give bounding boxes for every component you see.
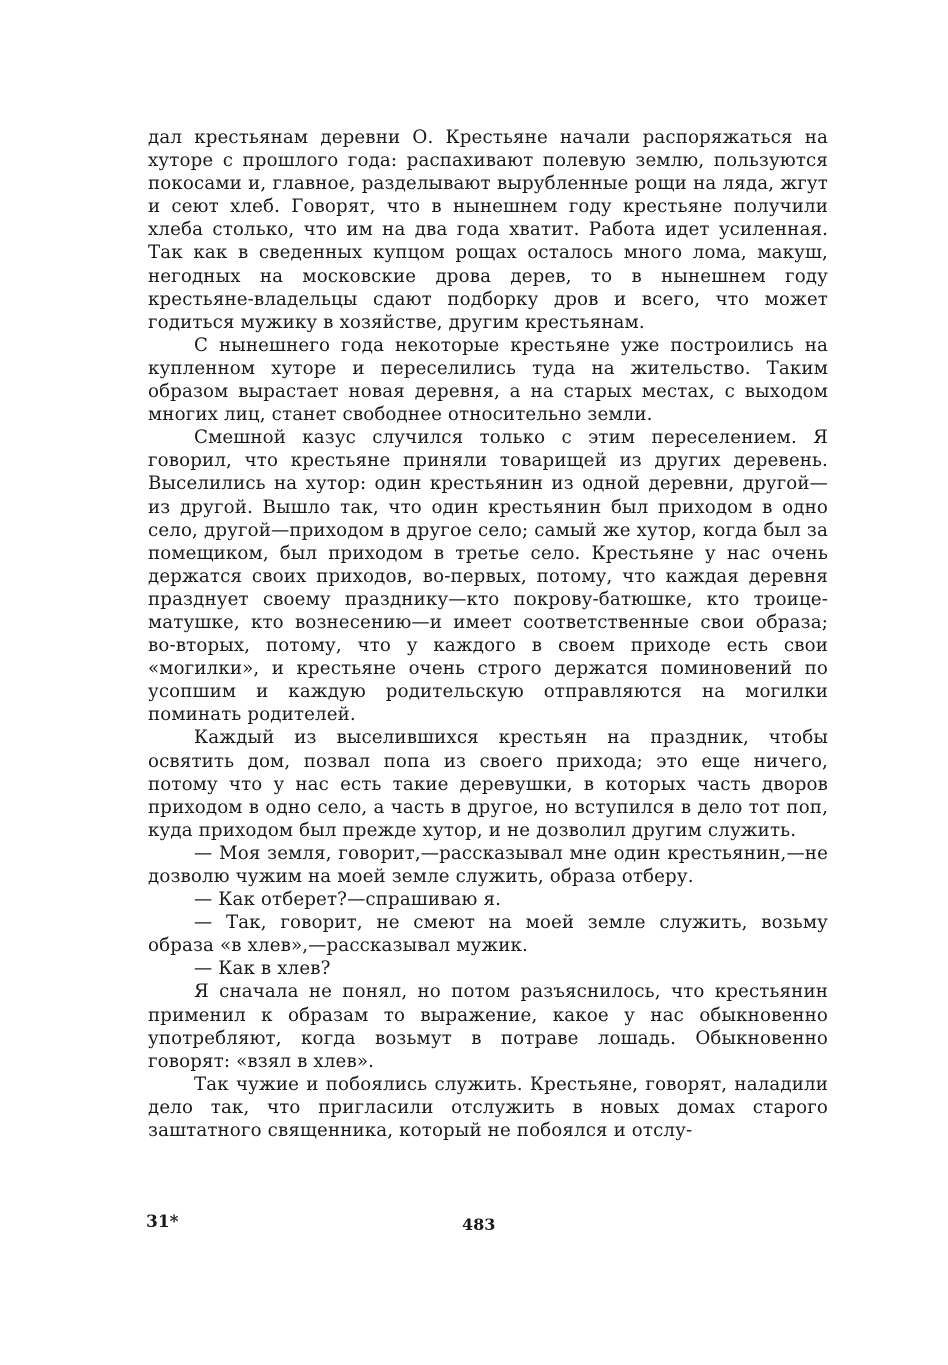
paragraph: Смешной казус случился только с этим переселением. Я говорил, что крестьяне приняли товарищей из других деревень. Выселились на хутор: один крестьянин из одной деревни, другой—из другой. Вышло так, что один крестьянин был приходом в одно село, другой—приходом в другое село; самый же хутор, когда был за помещиком, был приходом в третье село. Крестьяне у нас очень держатся своих приходов, во-первых, потому, что каждая деревня празднует своему празднику—кто покрову-батюшке, кто троице-матушке, кто вознесению—и имеет соответственные свои образа; во-вторых, потому, что у каждого в своем приходе есть свои «могилки», и крестьяне очень строго держатся поминовений по усопшим и каждую родительскую отправляются на могилки поминать родителей. [148,427,828,726]
dialog-line: — Как отберет?—спрашиваю я. [194,889,501,911]
paragraph: С нынешнего года некоторые крестьяне уже построились на купленном хуторе и переселились туда на жительство. Таким образом вырастает новая деревня, а на старых местах, с выходом многих лиц, станет свободнее относительно земли. [148,334,828,426]
dialog-line: — Как в хлев? [194,958,331,980]
paragraph: Так чужие и побоялись служить. Крестьяне, говорят, наладили дело так, что пригласили отслужить в новых домах старого заштатного священника, который не побоялся и отслу- [148,1073,828,1142]
dialog-line: — Моя земля, говорит,—рассказывал мне один крестьянин,—не дозволю чужим на моей земле служить, образа отберу. [148,842,828,887]
body-text [148,126,828,1142]
paragraph: Я сначала не понял, но потом разъяснилось, что крестьянин применил к образам то выражение, какое у нас обыкновенно употребляют, когда возьмут в потраве лошадь. Обыкновенно говорят: «взял в хлев». [148,981,828,1072]
page-number: 483 [462,1215,496,1234]
paragraph: дал крестьянам деревни О. Крестьяне начали распоряжаться на хуторе с прошлого года: распахивают полевую землю, пользуются покосами и, главное, разделывают вырубленные рощи на ляда, жгут и сеют хлеб. Говорят, что в нынешнем году крестьяне получили хлеба столько, что им на два года хватит. Работа идет усиленная. Так как в сведенных купцом рощах осталось много лома, макуш, негодных на московские дрова дерев, то в нынешнем году крестьяне-владельцы сдают подборку дров и всего, что может годиться мужику в хозяйстве, другим крестьянам. [148,127,828,333]
signature-mark: 31* [146,1212,179,1232]
paragraph: Каждый из выселившихся крестьян на праздник, чтобы освятить дом, позвал попа из своего прихода; это еще ничего, потому что у нас есть такие деревушки, в которых часть дворов приходом в одно село, а часть в другое, но вступился в дело тот поп, куда приходом был прежде хутор, и не дозволил другим служить. [148,727,828,841]
dialog-line: — Так, говорит, не смеют на моей земле служить, возьму образа «в хлев»,—рассказывал мужик. [148,912,828,957]
